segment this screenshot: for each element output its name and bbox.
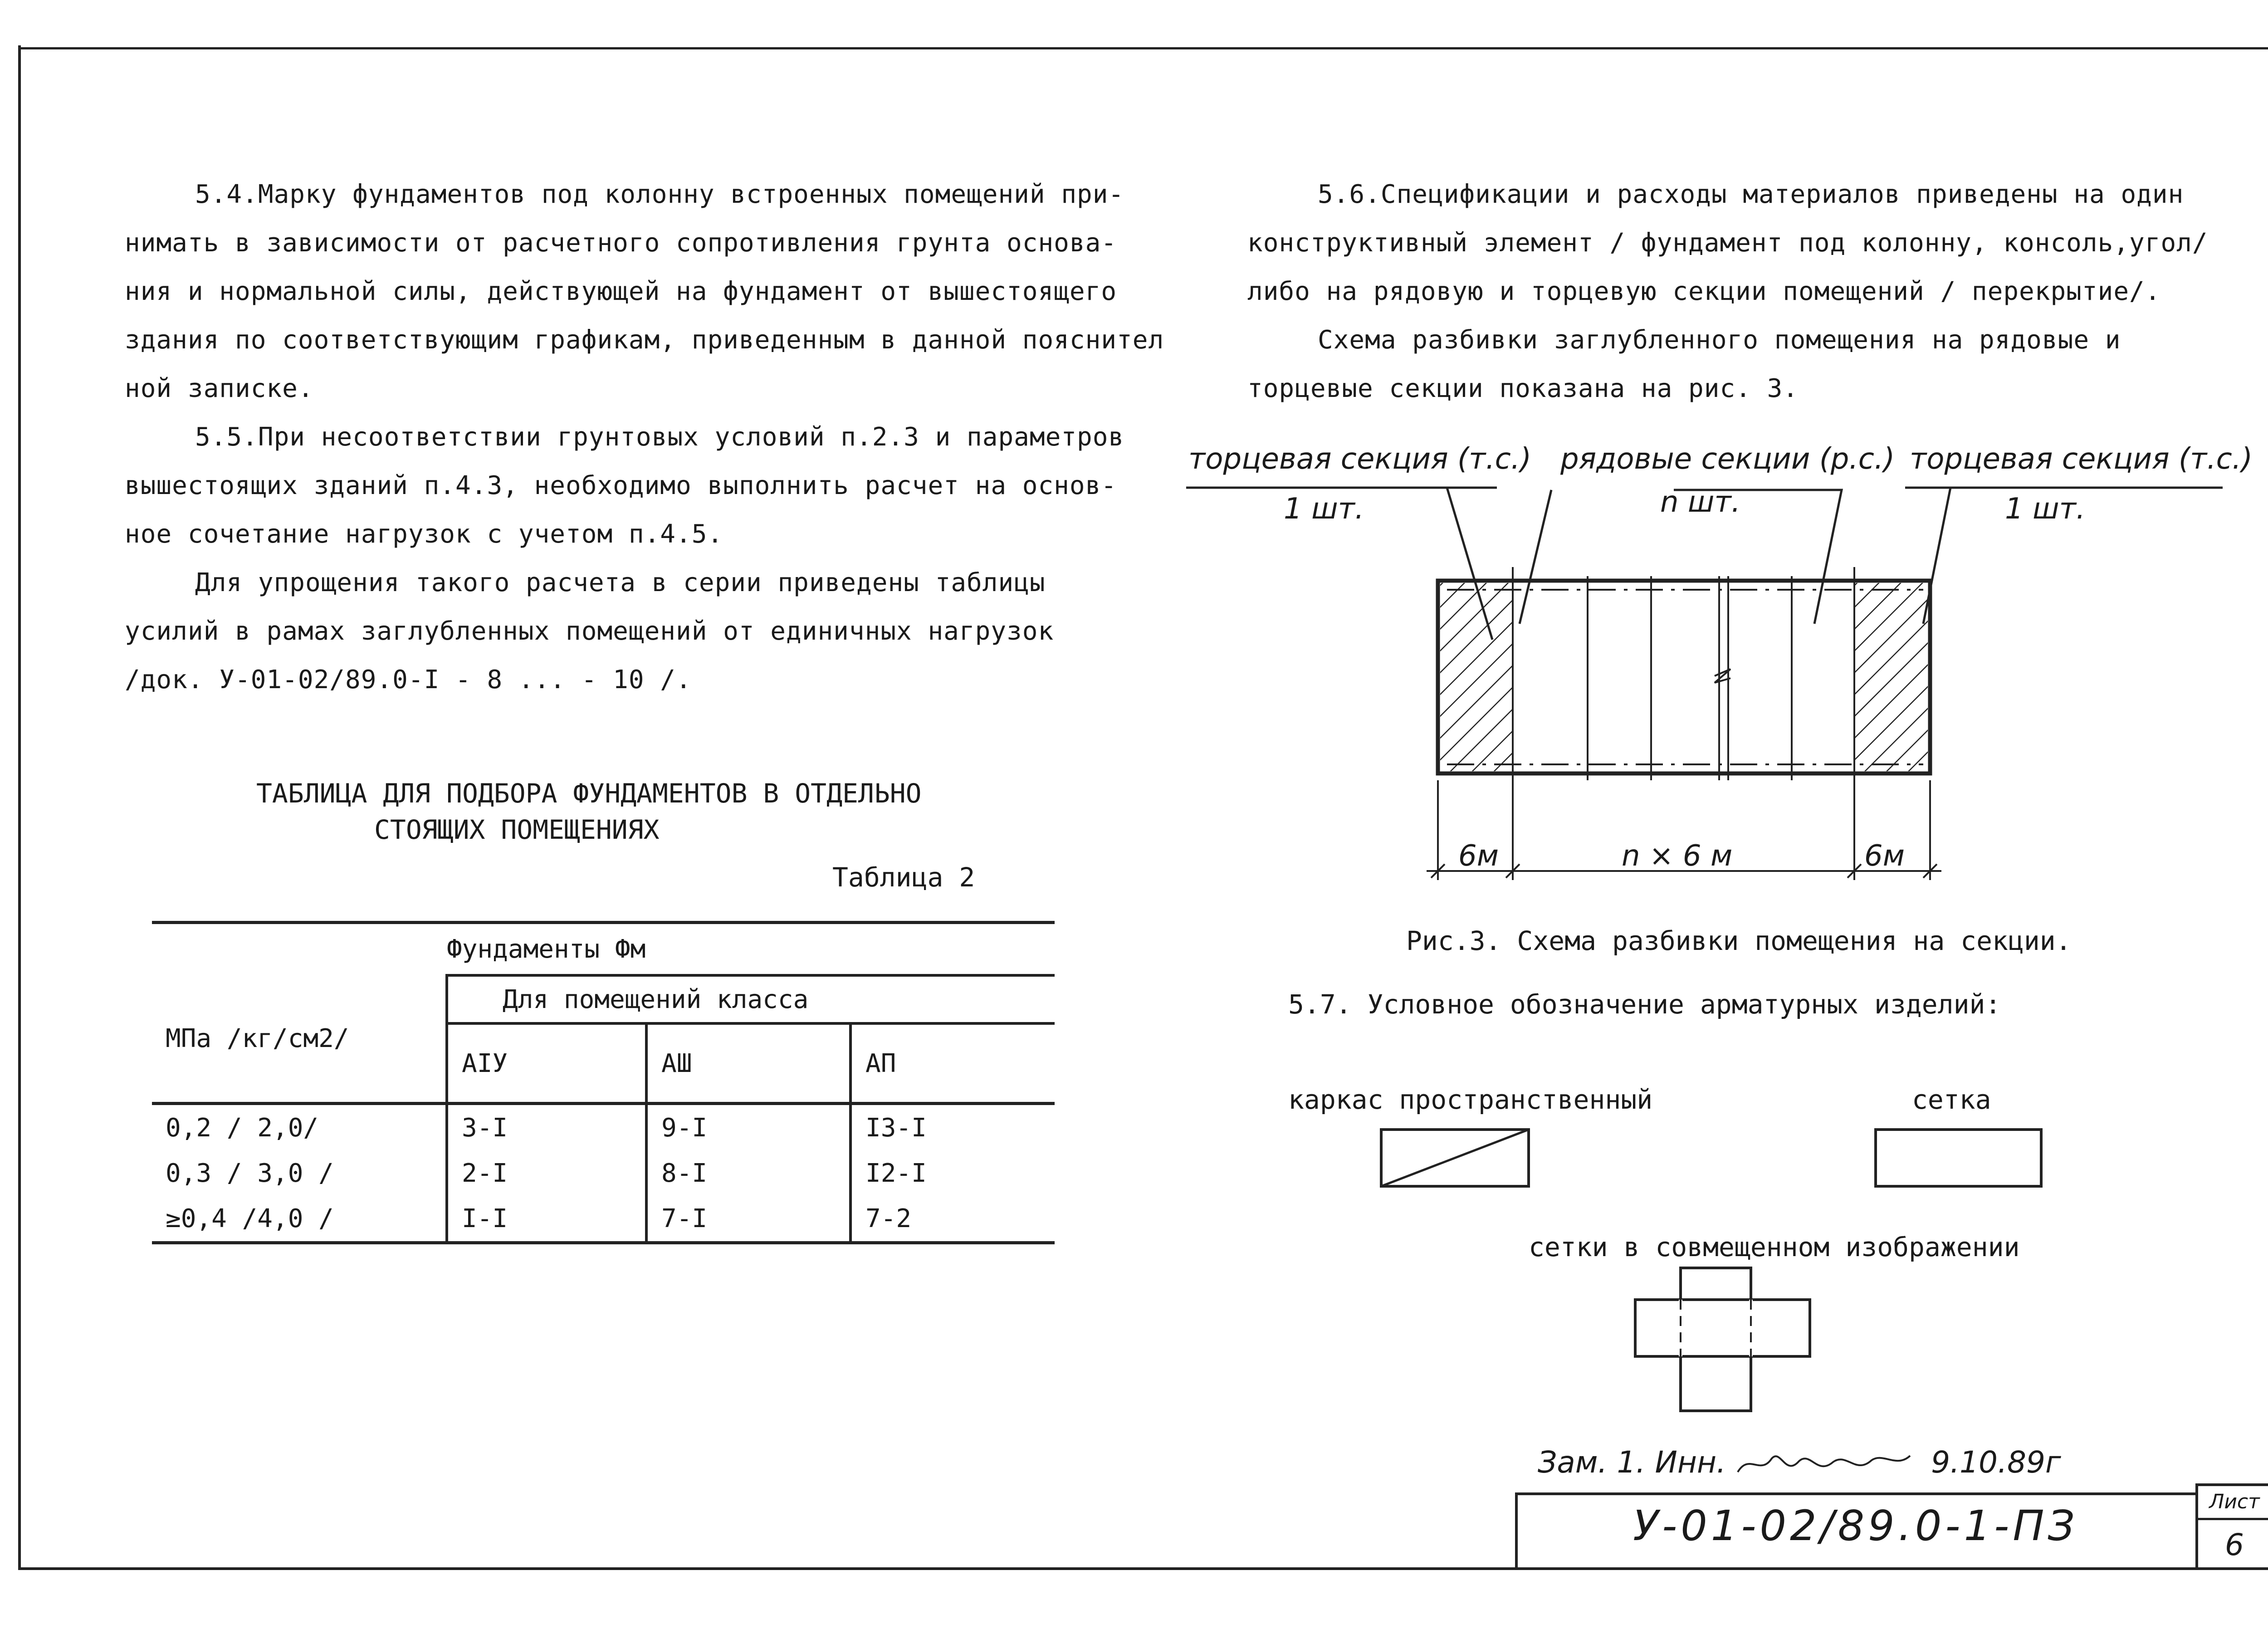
revision-note	[1538, 1445, 2061, 1480]
end-section-left-hatch	[1440, 583, 1513, 771]
figure-3-caption: Рис.3. Схема разбивки помещения на секции.	[1406, 925, 2072, 956]
label-regular-sections: рядовые секции (р.с.)	[1560, 442, 1895, 476]
table-cell-a3: 9-I	[646, 1104, 850, 1151]
paragraph-5-6-line-1: 5.6.Спецификации и расходы материалов приведены на один	[1318, 180, 2184, 209]
table-class-a2: AП	[850, 1023, 1055, 1104]
sheet-label: Лист	[2198, 1486, 2268, 1520]
paragraph-5-6-line-2: конструктивный элемент / фундамент под колонну, консоль,угол/	[1247, 228, 2208, 258]
revision-signature	[1735, 1448, 1912, 1480]
mesh-symbol	[1873, 1127, 2046, 1191]
paragraph-5-4-line-2: нимать в зависимости от расчетного сопротивления грунта основа-	[125, 228, 1117, 258]
dimension-right-label: 6м	[1864, 839, 1905, 873]
paragraph-5-6-line-5: торцевые секции показана на рис. 3.	[1247, 374, 1799, 403]
combined-mesh-symbol	[1633, 1266, 1814, 1415]
paragraph-5-5-line-3: ное сочетание нагрузок с учетом п.4.5.	[125, 519, 723, 549]
table-cell-soil: ≥0,4 /4,0 /	[152, 1196, 447, 1243]
paragraph-5-4-line-5: ной записке.	[125, 374, 314, 403]
table-cell-a3: 7-I	[646, 1196, 850, 1243]
document-code: У-01-02/89.0-1-ПЗ	[1633, 1502, 2078, 1550]
foundation-table	[152, 921, 1055, 1244]
table-label: Таблица 2	[832, 862, 975, 893]
dimension-middle-label: n × 6 м	[1622, 839, 1733, 873]
table-cell-soil: 0,2 / 2,0/	[152, 1104, 447, 1151]
combined-mesh-label: сетки в совмещенном изображении	[1529, 1232, 2020, 1262]
cage-label: каркас пространственный	[1288, 1084, 1653, 1115]
paragraph-5-6-line-3: либо на рядовую и торцевую секции помещений / перекрытие/.	[1247, 277, 2161, 306]
table-corner-cell	[152, 923, 447, 976]
count-end-section-left: 1 шт.	[1284, 492, 1364, 526]
frame-border-top	[21, 47, 2268, 49]
revision-label: Зам. 1. Инн.	[1538, 1445, 1736, 1480]
label-end-section-right: торцевая секция (т.с.)	[1910, 442, 2253, 476]
paragraph-simplify-line-2: усилий в рамах заглубленных помещений от единичных нагрузок	[125, 616, 1054, 646]
paragraph-simplify-line-3: /док. У-01-02/89.0-I - 8 ... - 10 /.	[125, 665, 692, 695]
table-cell-a4: I-I	[447, 1196, 646, 1243]
table-header-soil: МПа /кг/см2/	[166, 1024, 349, 1053]
paragraph-simplify-line-1: Для упрощения такого расчета в серии приведены таблицы	[195, 568, 1046, 597]
table-class-a3: AШ	[646, 1023, 850, 1104]
paragraph-5-6-line-4: Схема разбивки заглубленного помещения на рядовые и	[1318, 325, 2121, 355]
spatial-cage-symbol	[1379, 1127, 1533, 1191]
table-cell-a2: I3-I	[850, 1104, 1055, 1151]
paragraph-5-5-line-1: 5.5.При несоответствии грунтовых условий п.2.3 и параметров	[195, 422, 1124, 452]
table-cell-a2: 7-2	[850, 1196, 1055, 1243]
section-divider-lines	[1447, 567, 1923, 785]
label-end-section-left: торцевая секция (т.с.)	[1188, 442, 1532, 476]
table-header-foundations: Фундаменты Фм	[447, 923, 1055, 976]
table-header-class: Для помещений класса	[447, 975, 1055, 1023]
frame-border-left	[18, 45, 21, 1570]
sheet-box	[2195, 1483, 2268, 1570]
paragraph-5-4-line-4: здания по соответствующим графикам, приведенным в данной пояснител	[125, 325, 1164, 355]
section-5-7-title: 5.7. Условное обозначение арматурных изделий:	[1288, 989, 2001, 1020]
count-end-section-right: 1 шт.	[2005, 492, 2086, 526]
sheet-number: 6	[2225, 1527, 2244, 1562]
paragraph-5-4-line-3: ния и нормальной силы, действующей на фундамент от вышестоящего	[125, 277, 1117, 306]
revision-date: 9.10.89г	[1931, 1445, 2061, 1480]
mesh-label: сетка	[1912, 1084, 1991, 1115]
table-cell-a2: I2-I	[850, 1150, 1055, 1196]
paragraph-5-4-line-1: 5.4.Марку фундаментов под колонну встроенных помещений при-	[195, 180, 1124, 209]
table-class-a4: AIУ	[447, 1023, 646, 1104]
table-title-line-1: ТАБЛИЦА ДЛЯ ПОДБОРА ФУНДАМЕНТОВ В ОТДЕЛЬНО	[256, 778, 922, 809]
dimension-left-label: 6м	[1458, 839, 1499, 873]
count-regular-sections: n шт.	[1660, 485, 1741, 519]
paragraph-5-5-line-2: вышестоящих зданий п.4.3, необходимо выполнить расчет на основ-	[125, 471, 1117, 500]
table-cell-a3: 8-I	[646, 1150, 850, 1196]
table-title-line-2: СТОЯЩИХ ПОМЕЩЕНИЯХ	[374, 814, 660, 845]
table-cell-a4: 2-I	[447, 1150, 646, 1196]
table-cell-a4: 3-I	[447, 1104, 646, 1151]
end-section-right-hatch	[1854, 583, 1928, 771]
table-cell-soil: 0,3 / 3,0 /	[166, 1158, 334, 1188]
